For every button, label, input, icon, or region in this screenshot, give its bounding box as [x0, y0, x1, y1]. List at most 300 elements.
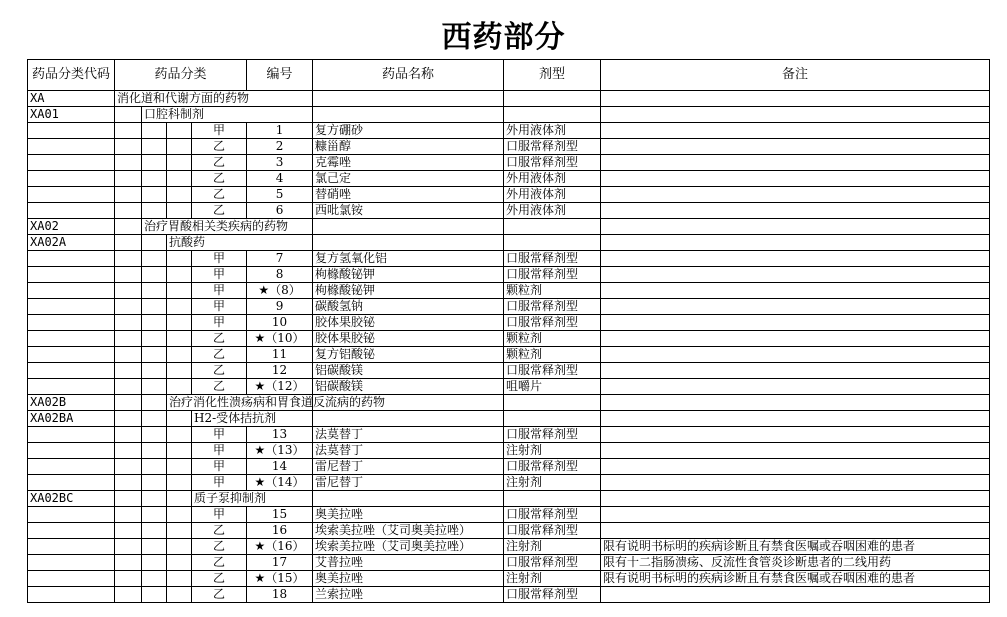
drug-class: 甲: [192, 459, 247, 475]
category-code: XA02B: [28, 395, 115, 411]
code-cell: [28, 523, 115, 539]
drug-remark: [601, 587, 990, 603]
indent-cell: [167, 459, 192, 475]
indent-cell: [115, 251, 142, 267]
drug-number: ★（14）: [247, 475, 313, 491]
indent-cell: [167, 347, 192, 363]
form-cell: [504, 491, 601, 507]
drug-number: 10: [247, 315, 313, 331]
indent-cell: [142, 123, 167, 139]
indent-cell: [142, 331, 167, 347]
code-cell: [28, 507, 115, 523]
name-cell: [313, 235, 504, 251]
drug-number: 5: [247, 187, 313, 203]
drug-row: [28, 427, 990, 443]
indent-cell: [115, 587, 142, 603]
indent-cell: [142, 507, 167, 523]
indent-cell: [142, 187, 167, 203]
indent-cell: [167, 523, 192, 539]
indent-cell: [167, 139, 192, 155]
indent-cell: [167, 299, 192, 315]
category-label: 抗酸药: [167, 235, 313, 251]
indent-cell: [115, 171, 142, 187]
drug-class: 乙: [192, 331, 247, 347]
drug-row: [28, 155, 990, 171]
drug-class: 甲: [192, 315, 247, 331]
drug-row: [28, 363, 990, 379]
drug-row: [28, 539, 990, 555]
indent-cell: [142, 571, 167, 587]
drug-remark: 限有说明书标明的疾病诊断且有禁食医嘱或吞咽困难的患者: [601, 539, 990, 555]
drug-class: 甲: [192, 427, 247, 443]
indent-cell: [115, 475, 142, 491]
header-row: [28, 60, 990, 91]
code-cell: [28, 363, 115, 379]
drug-form: 注射剂: [504, 443, 601, 459]
drug-class: 乙: [192, 187, 247, 203]
drug-row: [28, 315, 990, 331]
code-cell: [28, 299, 115, 315]
category-label: H2-受体拮抗剂: [192, 411, 313, 427]
drug-row: [28, 443, 990, 459]
indent-cell: [115, 507, 142, 523]
drug-row: [28, 187, 990, 203]
code-cell: [28, 459, 115, 475]
drug-remark: [601, 267, 990, 283]
indent-cell: [115, 315, 142, 331]
drug-row: [28, 459, 990, 475]
header-name: 药品名称: [313, 60, 504, 91]
indent-cell: [167, 251, 192, 267]
code-cell: [28, 379, 115, 395]
indent-cell: [115, 299, 142, 315]
drug-form: 口服常释剂型: [504, 587, 601, 603]
drug-remark: [601, 187, 990, 203]
drug-row: [28, 171, 990, 187]
drug-row: [28, 267, 990, 283]
indent-cell: [115, 411, 142, 427]
drug-number: ★（10）: [247, 331, 313, 347]
drug-number: 1: [247, 123, 313, 139]
indent-cell: [115, 523, 142, 539]
drug-name: 复方铝酸铋: [313, 347, 504, 363]
indent-cell: [142, 251, 167, 267]
drug-remark: [601, 155, 990, 171]
form-cell: [504, 219, 601, 235]
header-number: 编号: [247, 60, 313, 91]
name-cell: [313, 219, 504, 235]
drug-name: 复方氢氧化铝: [313, 251, 504, 267]
drug-name: 克霉唑: [313, 155, 504, 171]
indent-cell: [142, 315, 167, 331]
drug-form: 外用液体剂: [504, 203, 601, 219]
indent-cell: [142, 475, 167, 491]
category-label: 质子泵抑制剂: [192, 491, 313, 507]
indent-cell: [142, 523, 167, 539]
drug-name: 艾普拉唑: [313, 555, 504, 571]
drug-form: 颗粒剂: [504, 283, 601, 299]
indent-cell: [142, 155, 167, 171]
drug-number: 2: [247, 139, 313, 155]
indent-cell: [167, 443, 192, 459]
drug-name: 铝碳酸镁: [313, 379, 504, 395]
indent-cell: [142, 395, 167, 411]
drug-number: 6: [247, 203, 313, 219]
indent-cell: [115, 395, 142, 411]
code-cell: [28, 155, 115, 171]
drug-form: 口服常释剂型: [504, 139, 601, 155]
indent-cell: [167, 475, 192, 491]
drug-form: 口服常释剂型: [504, 507, 601, 523]
drug-remark: [601, 139, 990, 155]
drug-form: 口服常释剂型: [504, 267, 601, 283]
indent-cell: [115, 347, 142, 363]
drug-catalog-table: [27, 59, 990, 603]
drug-name: 法莫替丁: [313, 443, 504, 459]
indent-cell: [142, 283, 167, 299]
code-cell: [28, 571, 115, 587]
drug-class: 甲: [192, 267, 247, 283]
drug-class: 甲: [192, 475, 247, 491]
drug-remark: [601, 459, 990, 475]
drug-class: 乙: [192, 347, 247, 363]
indent-cell: [167, 491, 192, 507]
remark-cell: [601, 91, 990, 107]
drug-remark: [601, 283, 990, 299]
code-cell: [28, 251, 115, 267]
drug-row: [28, 251, 990, 267]
indent-cell: [142, 363, 167, 379]
drug-remark: [601, 363, 990, 379]
indent-cell: [115, 331, 142, 347]
drug-row: [28, 475, 990, 491]
indent-cell: [115, 283, 142, 299]
drug-name: 铝碳酸镁: [313, 363, 504, 379]
category-label: 治疗消化性溃疡病和胃食道反流病的药物: [167, 395, 313, 411]
drug-name: 兰索拉唑: [313, 587, 504, 603]
category-code: XA02A: [28, 235, 115, 251]
indent-cell: [167, 171, 192, 187]
drug-form: 口服常释剂型: [504, 315, 601, 331]
indent-cell: [115, 491, 142, 507]
drug-number: 15: [247, 507, 313, 523]
drug-row: [28, 587, 990, 603]
drug-number: ★（8）: [247, 283, 313, 299]
drug-name: 胶体果胶铋: [313, 315, 504, 331]
code-cell: [28, 315, 115, 331]
drug-remark: [601, 427, 990, 443]
indent-cell: [142, 443, 167, 459]
drug-number: 4: [247, 171, 313, 187]
drug-class: 甲: [192, 443, 247, 459]
indent-cell: [142, 555, 167, 571]
indent-cell: [167, 571, 192, 587]
indent-cell: [167, 507, 192, 523]
drug-remark: [601, 507, 990, 523]
drug-class: 乙: [192, 587, 247, 603]
drug-number: ★（15）: [247, 571, 313, 587]
drug-row: [28, 507, 990, 523]
indent-cell: [167, 315, 192, 331]
indent-cell: [142, 203, 167, 219]
form-cell: [504, 107, 601, 123]
code-cell: [28, 475, 115, 491]
form-cell: [504, 395, 601, 411]
drug-name: 替硝唑: [313, 187, 504, 203]
drug-name: 胶体果胶铋: [313, 331, 504, 347]
drug-name: 枸橼酸铋钾: [313, 267, 504, 283]
remark-cell: [601, 411, 990, 427]
drug-class: 甲: [192, 251, 247, 267]
drug-form: 外用液体剂: [504, 123, 601, 139]
drug-class: 乙: [192, 155, 247, 171]
drug-remark: [601, 299, 990, 315]
drug-number: 11: [247, 347, 313, 363]
indent-cell: [167, 203, 192, 219]
category-label: 消化道和代谢方面的药物: [115, 91, 313, 107]
drug-name: 枸橼酸铋钾: [313, 283, 504, 299]
indent-cell: [115, 203, 142, 219]
drug-form: 注射剂: [504, 475, 601, 491]
indent-cell: [142, 267, 167, 283]
code-cell: [28, 139, 115, 155]
drug-number: ★（12）: [247, 379, 313, 395]
drug-number: 18: [247, 587, 313, 603]
drug-form: 口服常释剂型: [504, 555, 601, 571]
name-cell: [313, 91, 504, 107]
drug-name: 奥美拉唑: [313, 507, 504, 523]
indent-cell: [142, 459, 167, 475]
code-cell: [28, 203, 115, 219]
drug-remark: [601, 123, 990, 139]
drug-row: [28, 203, 990, 219]
indent-cell: [142, 491, 167, 507]
indent-cell: [167, 379, 192, 395]
indent-cell: [142, 171, 167, 187]
drug-row: [28, 347, 990, 363]
form-cell: [504, 411, 601, 427]
indent-cell: [142, 347, 167, 363]
category-label: 治疗胃酸相关类疾病的药物: [142, 219, 313, 235]
drug-class: 甲: [192, 507, 247, 523]
indent-cell: [115, 123, 142, 139]
code-cell: [28, 123, 115, 139]
header-category: 药品分类: [115, 60, 247, 91]
drug-form: 颗粒剂: [504, 347, 601, 363]
remark-cell: [601, 219, 990, 235]
category-row: [28, 91, 990, 107]
drug-name: 埃索美拉唑（艾司奥美拉唑）: [313, 523, 504, 539]
form-cell: [504, 235, 601, 251]
drug-remark: [601, 171, 990, 187]
header-code: 药品分类代码: [28, 60, 115, 91]
drug-name: 复方硼砂: [313, 123, 504, 139]
indent-cell: [167, 555, 192, 571]
indent-cell: [115, 539, 142, 555]
indent-cell: [142, 235, 167, 251]
code-cell: [28, 587, 115, 603]
drug-number: ★（13）: [247, 443, 313, 459]
indent-cell: [167, 187, 192, 203]
drug-remark: [601, 331, 990, 347]
drug-class: 乙: [192, 171, 247, 187]
name-cell: [313, 491, 504, 507]
drug-remark: [601, 315, 990, 331]
indent-cell: [115, 139, 142, 155]
category-code: XA02: [28, 219, 115, 235]
drug-name: 雷尼替丁: [313, 475, 504, 491]
indent-cell: [167, 539, 192, 555]
remark-cell: [601, 395, 990, 411]
code-cell: [28, 427, 115, 443]
remark-cell: [601, 491, 990, 507]
drug-class: 乙: [192, 139, 247, 155]
drug-form: 口服常释剂型: [504, 363, 601, 379]
code-cell: [28, 267, 115, 283]
drug-class: 乙: [192, 571, 247, 587]
indent-cell: [142, 411, 167, 427]
drug-row: [28, 331, 990, 347]
category-row: [28, 219, 990, 235]
drug-number: 14: [247, 459, 313, 475]
drug-name: 埃索美拉唑（艾司奥美拉唑）: [313, 539, 504, 555]
category-row: [28, 107, 990, 123]
indent-cell: [115, 107, 142, 123]
indent-cell: [115, 235, 142, 251]
indent-cell: [115, 267, 142, 283]
drug-name: 法莫替丁: [313, 427, 504, 443]
indent-cell: [167, 283, 192, 299]
indent-cell: [167, 411, 192, 427]
code-cell: [28, 283, 115, 299]
indent-cell: [167, 331, 192, 347]
indent-cell: [167, 123, 192, 139]
code-cell: [28, 331, 115, 347]
drug-class: 乙: [192, 363, 247, 379]
drug-remark: [601, 443, 990, 459]
drug-name: 糠甾醇: [313, 139, 504, 155]
indent-cell: [142, 139, 167, 155]
indent-cell: [115, 155, 142, 171]
drug-name: 雷尼替丁: [313, 459, 504, 475]
header-remark: 备注: [601, 60, 990, 91]
indent-cell: [115, 443, 142, 459]
form-cell: [504, 91, 601, 107]
drug-remark: 限有十二指肠溃疡、反流性食管炎诊断患者的二线用药: [601, 555, 990, 571]
drug-name: 西吡氯铵: [313, 203, 504, 219]
indent-cell: [115, 363, 142, 379]
code-cell: [28, 555, 115, 571]
drug-form: 口服常释剂型: [504, 251, 601, 267]
drug-form: 口服常释剂型: [504, 523, 601, 539]
drug-class: 乙: [192, 555, 247, 571]
drug-row: [28, 555, 990, 571]
code-cell: [28, 171, 115, 187]
drug-name: 奥美拉唑: [313, 571, 504, 587]
drug-form: 外用液体剂: [504, 187, 601, 203]
drug-form: 口服常释剂型: [504, 427, 601, 443]
indent-cell: [167, 363, 192, 379]
indent-cell: [142, 539, 167, 555]
drug-number: 12: [247, 363, 313, 379]
drug-number: 9: [247, 299, 313, 315]
indent-cell: [142, 379, 167, 395]
category-row: [28, 235, 990, 251]
code-cell: [28, 443, 115, 459]
name-cell: [313, 411, 504, 427]
drug-row: [28, 283, 990, 299]
category-code: XA02BA: [28, 411, 115, 427]
indent-cell: [142, 299, 167, 315]
drug-row: [28, 123, 990, 139]
category-row: [28, 395, 990, 411]
indent-cell: [167, 427, 192, 443]
drug-form: 外用液体剂: [504, 171, 601, 187]
indent-cell: [115, 219, 142, 235]
drug-remark: [601, 379, 990, 395]
drug-class: 乙: [192, 379, 247, 395]
category-code: XA02BC: [28, 491, 115, 507]
drug-form: 注射剂: [504, 571, 601, 587]
code-cell: [28, 347, 115, 363]
drug-row: [28, 523, 990, 539]
drug-form: 口服常释剂型: [504, 299, 601, 315]
drug-number: 8: [247, 267, 313, 283]
indent-cell: [167, 155, 192, 171]
drug-form: 咀嚼片: [504, 379, 601, 395]
drug-remark: [601, 475, 990, 491]
indent-cell: [115, 459, 142, 475]
drug-number: 7: [247, 251, 313, 267]
indent-cell: [115, 427, 142, 443]
drug-row: [28, 299, 990, 315]
name-cell: [313, 107, 504, 123]
indent-cell: [115, 555, 142, 571]
header-form: 剂型: [504, 60, 601, 91]
drug-remark: 限有说明书标明的疾病诊断且有禁食医嘱或吞咽困难的患者: [601, 571, 990, 587]
drug-remark: [601, 251, 990, 267]
drug-number: 16: [247, 523, 313, 539]
drug-form: 口服常释剂型: [504, 459, 601, 475]
remark-cell: [601, 107, 990, 123]
indent-cell: [115, 187, 142, 203]
drug-form: 注射剂: [504, 539, 601, 555]
indent-cell: [115, 571, 142, 587]
drug-number: 13: [247, 427, 313, 443]
category-code: XA01: [28, 107, 115, 123]
indent-cell: [167, 267, 192, 283]
drug-name: 氯己定: [313, 171, 504, 187]
drug-number: 3: [247, 155, 313, 171]
drug-form: 颗粒剂: [504, 331, 601, 347]
drug-remark: [601, 347, 990, 363]
drug-class: 乙: [192, 203, 247, 219]
page-title: 西药部分: [441, 20, 566, 55]
code-cell: [28, 187, 115, 203]
drug-number: ★（16）: [247, 539, 313, 555]
drug-class: 乙: [192, 539, 247, 555]
drug-number: 17: [247, 555, 313, 571]
drug-class: 甲: [192, 283, 247, 299]
drug-remark: [601, 523, 990, 539]
drug-name: 碳酸氢钠: [313, 299, 504, 315]
indent-cell: [142, 587, 167, 603]
category-row: [28, 411, 990, 427]
drug-form: 口服常释剂型: [504, 155, 601, 171]
drug-class: 甲: [192, 123, 247, 139]
drug-class: 甲: [192, 299, 247, 315]
drug-class: 乙: [192, 523, 247, 539]
